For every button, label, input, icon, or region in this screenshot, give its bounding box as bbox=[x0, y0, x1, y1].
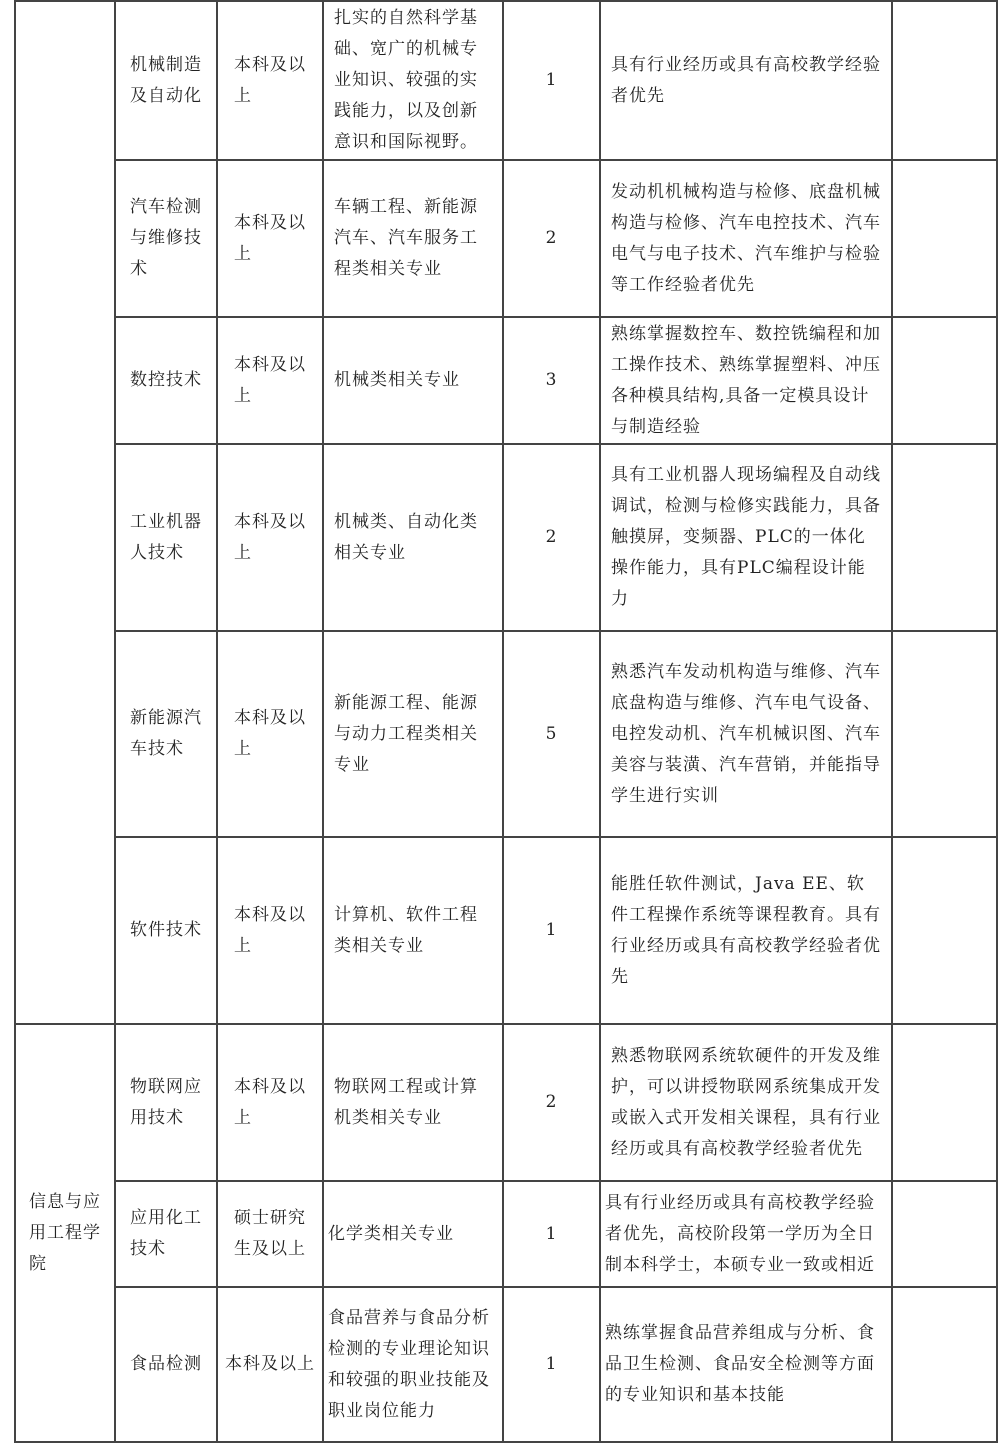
table-row bbox=[15, 1024, 997, 1181]
count-cell: 2 bbox=[503, 160, 600, 317]
position-cell: 工业机器人技术 bbox=[115, 444, 217, 631]
education-cell: 本科及以上 bbox=[217, 1024, 323, 1181]
position-cell: 新能源汽车技术 bbox=[115, 631, 217, 837]
major-cell: 化学类相关专业 bbox=[323, 1181, 503, 1287]
notes-cell bbox=[892, 1, 997, 160]
notes-cell bbox=[892, 317, 997, 444]
education-cell: 本科及以上 bbox=[217, 160, 323, 317]
notes-cell bbox=[892, 160, 997, 317]
count-cell: 2 bbox=[503, 444, 600, 631]
major-cell: 物联网工程或计算机类相关专业 bbox=[323, 1024, 503, 1181]
major-cell: 车辆工程、新能源汽车、汽车服务工程类相关专业 bbox=[323, 160, 503, 317]
education-cell: 本科及以上 bbox=[217, 317, 323, 444]
count-cell: 2 bbox=[503, 1024, 600, 1181]
count-cell: 1 bbox=[503, 1287, 600, 1442]
notes-cell bbox=[892, 444, 997, 631]
position-cell: 应用化工技术 bbox=[115, 1181, 217, 1287]
position-cell: 软件技术 bbox=[115, 837, 217, 1024]
major-cell: 扎实的自然科学基础、宽广的机械专业知识、较强的实践能力，以及创新意识和国际视野。 bbox=[323, 1, 503, 160]
requirements-cell: 具有行业经历或具有高校教学经验者优先 bbox=[600, 1, 892, 160]
major-cell: 机械类相关专业 bbox=[323, 317, 503, 444]
position-cell: 数控技术 bbox=[115, 317, 217, 444]
major-cell: 计算机、软件工程类相关专业 bbox=[323, 837, 503, 1024]
education-cell: 本科及以上 bbox=[217, 1, 323, 160]
table-row bbox=[15, 160, 997, 317]
notes-cell bbox=[892, 1287, 997, 1442]
table-row bbox=[15, 444, 997, 631]
count-cell: 1 bbox=[503, 1181, 600, 1287]
department-cell: 信息与应用工程学院 bbox=[15, 1024, 115, 1442]
notes-cell bbox=[892, 631, 997, 837]
requirements-cell: 能胜任软件测试，Java EE、软件工程操作系统等课程教育。具有行业经历或具有高校教学经验者优先 bbox=[600, 837, 892, 1024]
education-cell: 本科及以上 bbox=[217, 444, 323, 631]
education-cell: 本科及以上 bbox=[217, 1287, 323, 1442]
education-cell: 本科及以上 bbox=[217, 631, 323, 837]
requirements-cell: 熟悉物联网系统软硬件的开发及维护，可以讲授物联网系统集成开发或嵌入式开发相关课程，具有行业经历或具有高校教学经验者优先 bbox=[600, 1024, 892, 1181]
requirements-cell: 具有行业经历或具有高校教学经验者优先，高校阶段第一学历为全日制本科学士，本硕专业一致或相近 bbox=[600, 1181, 892, 1287]
major-cell: 机械类、自动化类相关专业 bbox=[323, 444, 503, 631]
department-cell-blank bbox=[15, 1, 115, 1024]
table-row bbox=[15, 317, 997, 444]
count-cell: 5 bbox=[503, 631, 600, 837]
position-cell: 汽车检测与维修技术 bbox=[115, 160, 217, 317]
table-row bbox=[15, 1287, 997, 1442]
notes-cell bbox=[892, 837, 997, 1024]
table-row bbox=[15, 1181, 997, 1287]
position-cell: 机械制造及自动化 bbox=[115, 1, 217, 160]
recruitment-table bbox=[14, 0, 998, 1443]
education-cell: 硕士研究生及以上 bbox=[217, 1181, 323, 1287]
table-row bbox=[15, 837, 997, 1024]
count-cell: 1 bbox=[503, 837, 600, 1024]
count-cell: 3 bbox=[503, 317, 600, 444]
requirements-cell: 具有工业机器人现场编程及自动线调试，检测与检修实践能力，具备触摸屏，变频器、PLC的一体化操作能力，具有PLC编程设计能力 bbox=[600, 444, 892, 631]
major-cell: 食品营养与食品分析检测的专业理论知识和较强的职业技能及职业岗位能力 bbox=[323, 1287, 503, 1442]
requirements-cell: 熟练掌握食品营养组成与分析、食品卫生检测、食品安全检测等方面的专业知识和基本技能 bbox=[600, 1287, 892, 1442]
notes-cell bbox=[892, 1024, 997, 1181]
table-row bbox=[15, 631, 997, 837]
requirements-cell: 发动机机械构造与检修、底盘机械构造与检修、汽车电控技术、汽车电气与电子技术、汽车维护与检验等工作经验者优先 bbox=[600, 160, 892, 317]
requirements-cell: 熟练掌握数控车、数控铣编程和加工操作技术、熟练掌握塑料、冲压各种模具结构,具备一定模具设计与制造经验 bbox=[600, 317, 892, 444]
major-cell: 新能源工程、能源与动力工程类相关专业 bbox=[323, 631, 503, 837]
table-row bbox=[15, 1, 997, 160]
count-cell: 1 bbox=[503, 1, 600, 160]
position-cell: 物联网应用技术 bbox=[115, 1024, 217, 1181]
notes-cell bbox=[892, 1181, 997, 1287]
position-cell: 食品检测 bbox=[115, 1287, 217, 1442]
requirements-cell: 熟悉汽车发动机构造与维修、汽车底盘构造与维修、汽车电气设备、电控发动机、汽车机械识图、汽车美容与装潢、汽车营销，并能指导学生进行实训 bbox=[600, 631, 892, 837]
education-cell: 本科及以上 bbox=[217, 837, 323, 1024]
